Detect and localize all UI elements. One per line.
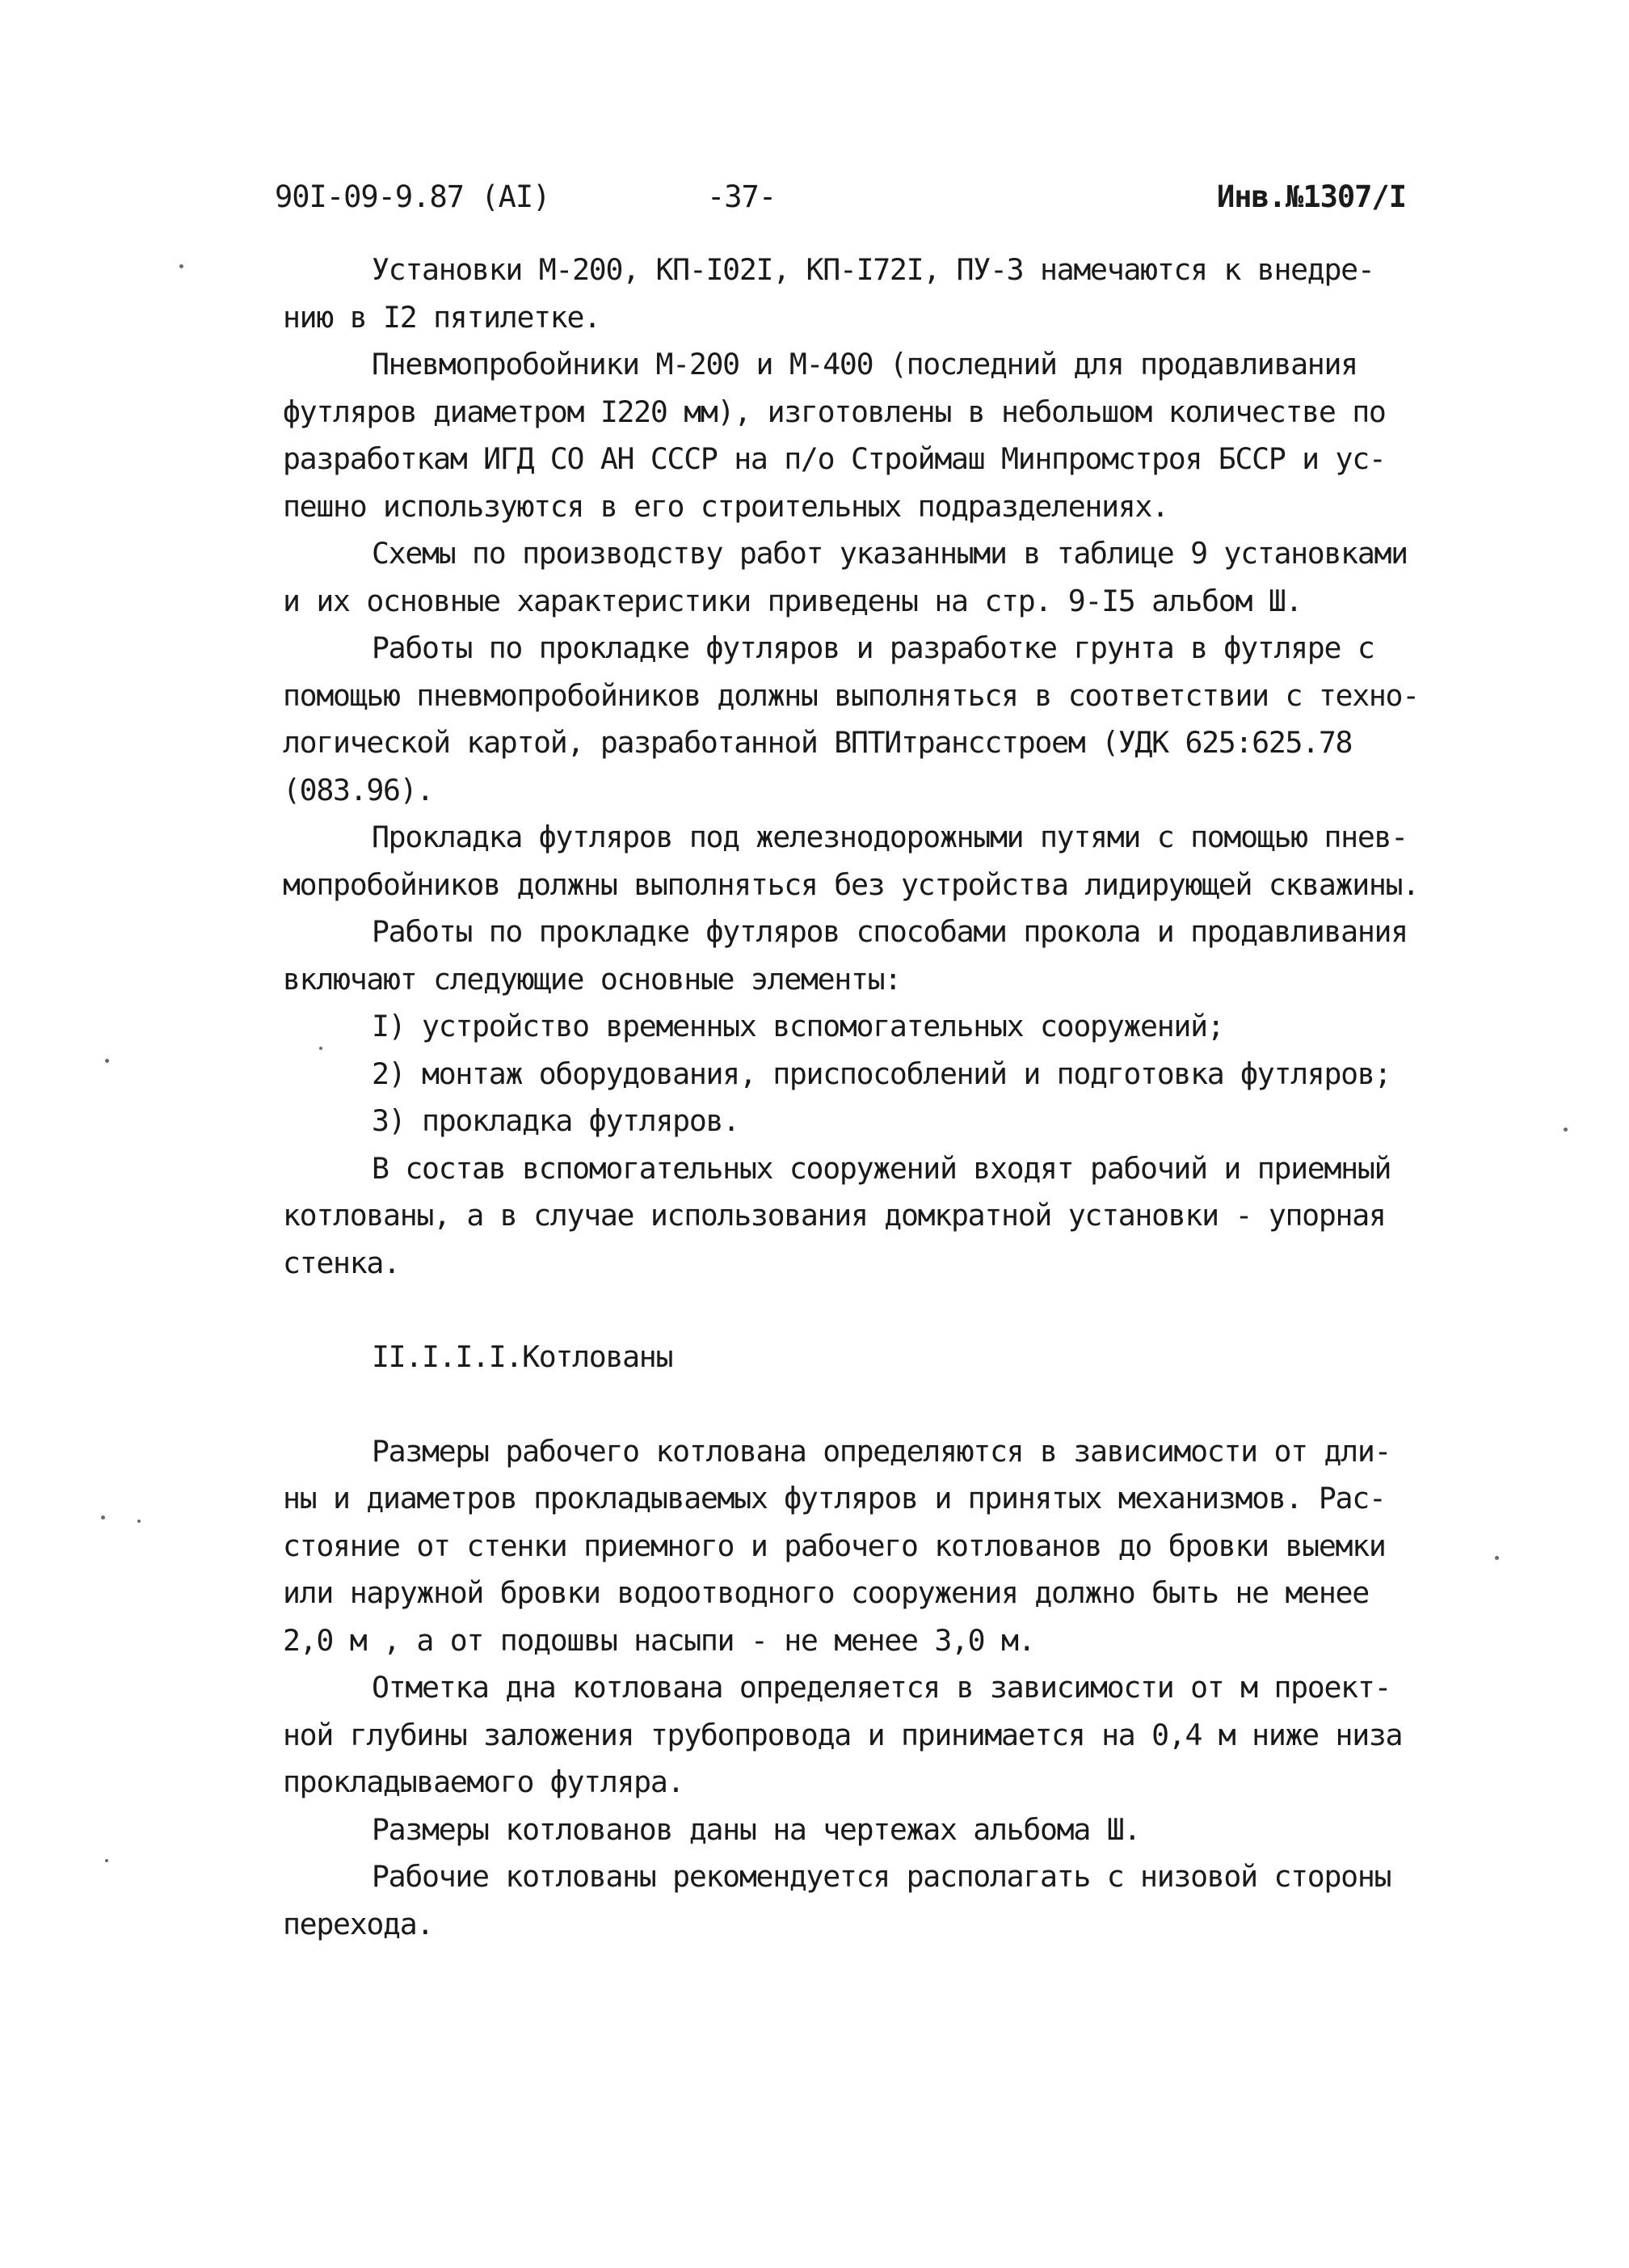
text-line: или наружной бровки водоотводного сооружения должно быть не менее bbox=[283, 1575, 1369, 1610]
paragraph bbox=[283, 908, 1446, 1003]
text-line: пешно используются в его строительных подразделениях. bbox=[283, 488, 1168, 524]
text-line: ны и диаметров прокладываемых футляров и принятых механизмов. Рас- bbox=[283, 1481, 1386, 1516]
spacer bbox=[283, 1381, 1446, 1428]
page-header bbox=[275, 179, 1406, 228]
scan-speck bbox=[1495, 1556, 1499, 1560]
text-line: ной глубины заложения трубопровода и принимается на 0,4 м ниже низа bbox=[283, 1717, 1403, 1752]
text-line: Работы по прокладке футляров и разработке грунта в футляре с bbox=[372, 630, 1374, 665]
text-line: включают следующие основные элементы: bbox=[283, 961, 901, 997]
paragraph bbox=[283, 530, 1446, 625]
text-line: Схемы по производству работ указанными в таблице 9 установками bbox=[372, 536, 1408, 571]
text-line: Размеры котлованов даны на чертежах альбома Ш. bbox=[372, 1811, 1141, 1847]
paragraph bbox=[283, 1806, 1446, 1854]
text-line: разработкам ИГД СО АН СССР на п/о Строймаш Минпромстроя БССР и ус- bbox=[283, 441, 1386, 476]
text-line: нию в I2 пятилетке. bbox=[283, 299, 600, 335]
text-line: Рабочие котлованы рекомендуется располагать с низовой стороны bbox=[372, 1859, 1391, 1894]
text-line: Установки М-200, КП-I02I, КП-I72I, ПУ-3 намечаются к внедре- bbox=[372, 252, 1374, 287]
text-line: 2,0 м , а от подошвы насыпи - не менее 3,0 м. bbox=[283, 1622, 1035, 1658]
inventory-number: Инв.№1307/I bbox=[1216, 179, 1406, 214]
text-line: В состав вспомогательных сооружений входят рабочий и приемный bbox=[372, 1150, 1391, 1186]
paragraph bbox=[283, 625, 1446, 814]
spacer bbox=[283, 1287, 1446, 1334]
section-heading: II.I.I.I.Котлованы bbox=[372, 1339, 673, 1374]
text-line: и их основные характеристики приведены на стр. 9-I5 альбом Ш. bbox=[283, 583, 1303, 618]
text-line: котлованы, а в случае использования домкратной установки - упорная bbox=[283, 1198, 1386, 1233]
text-line: Прокладка футляров под железнодорожными путями с помощью пнев- bbox=[372, 820, 1408, 854]
text-line: стенка. bbox=[283, 1245, 400, 1280]
list-item: 2) монтаж оборудования, приспособлений и подготовка футляров; bbox=[372, 1056, 1391, 1091]
paragraph bbox=[283, 1428, 1446, 1665]
text-line: (083.96). bbox=[283, 772, 434, 807]
text-line: Пневмопробойники М-200 и М-400 (последний для продавливания bbox=[372, 347, 1358, 382]
text-line: прокладываемого футляра. bbox=[283, 1764, 684, 1799]
paragraph bbox=[283, 1145, 1446, 1288]
element-list bbox=[283, 1003, 1446, 1145]
text-line: футляров диаметром I220 мм), изготовлены в небольшом количестве по bbox=[283, 394, 1386, 429]
page-number: -37- bbox=[707, 179, 777, 214]
text-line: перехода. bbox=[283, 1906, 434, 1941]
text-line: помощью пневмопробойников должны выполняться в соответствии с техно- bbox=[283, 677, 1419, 713]
paragraph bbox=[283, 341, 1446, 530]
paragraph bbox=[283, 814, 1446, 908]
paragraph bbox=[283, 247, 1446, 341]
paragraph bbox=[283, 1664, 1446, 1806]
paragraph bbox=[283, 1853, 1446, 1948]
text-line: стояние от стенки приемного и рабочего котлованов до бровки выемки bbox=[283, 1528, 1386, 1563]
scan-speck bbox=[319, 1047, 322, 1050]
scan-speck bbox=[179, 264, 183, 268]
text-line: Размеры рабочего котлована определяются в зависимости от дли- bbox=[372, 1433, 1391, 1469]
scan-speck bbox=[105, 1859, 108, 1862]
document-body bbox=[283, 247, 1446, 1948]
scan-speck bbox=[137, 1520, 141, 1523]
text-line: логической картой, разработанной ВПТИтрансстроем (УДК 625:625.78 bbox=[283, 725, 1353, 760]
scan-speck bbox=[101, 1516, 105, 1520]
text-line: Отметка дна котлована определяется в зависимости от м проект- bbox=[372, 1670, 1391, 1705]
scan-speck bbox=[1564, 1128, 1568, 1132]
document-code: 90I-09-9.87 (AI) bbox=[275, 179, 550, 214]
text-line: мопробойников должны выполняться без устройства лидирующей скважины. bbox=[283, 866, 1419, 902]
text-line: Работы по прокладке футляров способами прокола и продавливания bbox=[372, 914, 1408, 949]
scan-speck bbox=[105, 1059, 109, 1063]
list-item: I) устройство временных вспомогательных сооружений; bbox=[372, 1009, 1224, 1043]
list-item: 3) прокладка футляров. bbox=[372, 1103, 739, 1138]
